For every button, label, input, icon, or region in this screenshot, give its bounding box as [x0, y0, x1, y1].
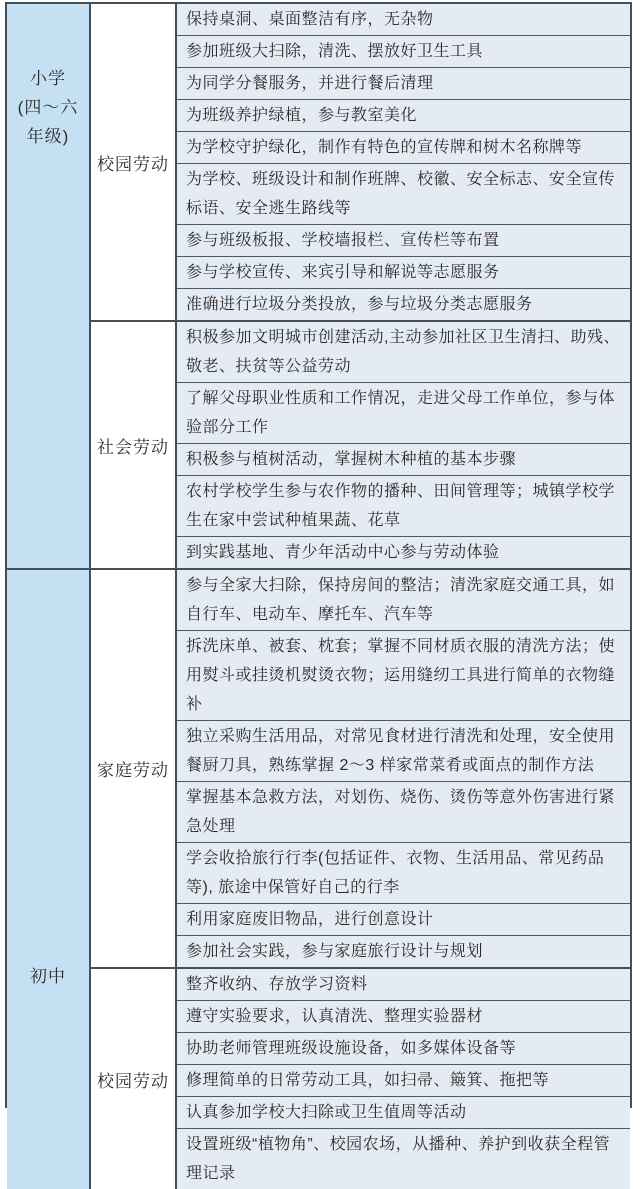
level-label-line: 初中: [30, 967, 66, 986]
task-row: 为班级养护绿植，参与教室美化: [177, 100, 630, 132]
category-cell: 家庭劳动: [91, 570, 177, 967]
task-rows: [177, 4, 630, 320]
level-block-junior: [7, 570, 630, 1189]
level-block-primary: [7, 4, 630, 570]
sections-junior: [91, 570, 630, 1189]
task-row: 设置班级“植物角”、校园农场，从播种、养护到收获全程管理记录: [186, 1136, 611, 1182]
labor-education-table: [5, 2, 632, 1182]
level-label-line: 年级): [26, 127, 70, 146]
task-row: 协助老师管理班级设施设备，如多媒体设备等: [177, 1033, 630, 1065]
task-row: 认真参加学校大扫除或卫生值周等活动: [177, 1097, 630, 1129]
task-row: 准确进行垃圾分类投放，参与垃圾分类志愿服务: [186, 296, 533, 313]
task-row: 整齐收纳、存放学习资料: [177, 969, 630, 1001]
task-row: 农村学校学生参与农作物的播种、田间管理等；城镇学校学生在家中尝试种植果蔬、花草: [177, 476, 630, 537]
task-row: 为同学分餐服务，并进行餐后清理: [177, 68, 630, 100]
task-row: 了解父母职业性质和工作情况，走进父母工作单位，参与体验部分工作: [177, 383, 630, 444]
category-cell: 校园劳动: [91, 969, 177, 1189]
task-row: 参加社会实践，参与家庭旅行设计与规划: [186, 943, 484, 960]
task-row: 参与班级板报、学校墙报栏、宣传栏等布置: [177, 225, 630, 257]
task-row: 遵守实验要求，认真清洗、整理实验器材: [177, 1001, 630, 1033]
task-row: 为学校、班级设计和制作班牌、校徽、安全标志、安全宣传标语、安全逃生路线等: [177, 164, 630, 225]
task-rows: [177, 969, 630, 1189]
task-rows: [177, 570, 630, 967]
level-label-line: (四～六: [17, 98, 79, 117]
section-junior-school-labor: [91, 969, 630, 1189]
section-primary-school-labor: [91, 4, 630, 322]
task-row: 积极参加文明城市创建活动,主动参加社区卫生清扫、助残、敬老、扶贫等公益劳动: [177, 322, 630, 383]
task-row: 独立采购生活用品，对常见食材进行清洗和处理，安全使用餐厨刀具，熟练掌握 2～3 样家常菜肴或面点的制作方法: [177, 721, 630, 782]
task-row: 掌握基本急救方法，对划伤、烧伤、烫伤等意外伤害进行紧急处理: [177, 782, 630, 843]
task-row: 为学校守护绿化，制作有特色的宣传牌和树木名称牌等: [177, 132, 630, 164]
category-cell: 社会劳动: [91, 322, 177, 568]
task-row: 积极参与植树活动，掌握树木种植的基本步骤: [177, 444, 630, 476]
category-cell: 校园劳动: [91, 4, 177, 320]
task-rows: [177, 322, 630, 568]
task-row: 到实践基地、青少年活动中心参与劳动体验: [186, 544, 500, 561]
task-row: 参与学校宣传、来宾引导和解说等志愿服务: [177, 257, 630, 289]
task-row: 利用家庭废旧物品，进行创意设计: [177, 904, 630, 936]
task-row: 参加班级大扫除，清洗、摆放好卫生工具: [177, 36, 630, 68]
task-row: 修理简单的日常劳动工具，如扫帚、簸箕、拖把等: [177, 1065, 630, 1097]
level-cell-junior: [7, 570, 91, 1189]
task-row: 参与全家大扫除，保持房间的整洁；清洗家庭交通工具，如自行车、电动车、摩托车、汽车等: [177, 570, 630, 631]
section-junior-home-labor: [91, 570, 630, 969]
level-label-junior: [7, 962, 89, 991]
task-row: 学会收拾旅行行李(包括证件、衣物、生活用品、常见药品等), 旅途中保管好自己的行李: [177, 843, 630, 904]
sections-primary: [91, 4, 630, 568]
level-label-primary: [7, 64, 89, 151]
level-cell-primary: [7, 4, 91, 568]
section-primary-social-labor: [91, 322, 630, 568]
level-label-line: 小学: [30, 69, 66, 88]
task-row: 保持桌洞、桌面整洁有序，无杂物: [177, 4, 630, 36]
task-row: 拆洗床单、被套、枕套；掌握不同材质衣服的清洗方法；使用熨斗或挂烫机熨烫衣物；运用缝纫工具进行简单的衣物缝补: [177, 631, 630, 721]
